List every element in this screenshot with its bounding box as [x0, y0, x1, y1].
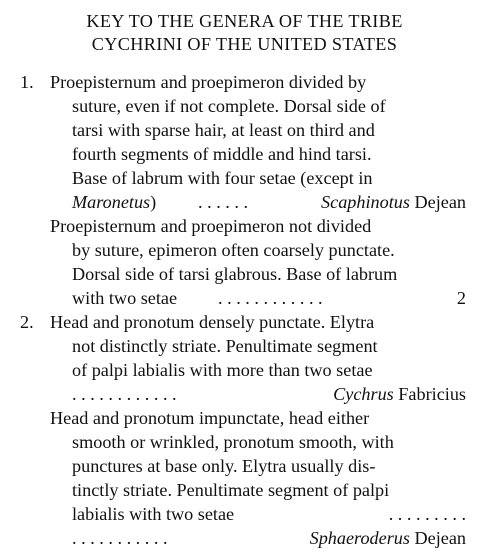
dot-leader: . . . . . . . . . . . .: [218, 288, 323, 308]
couplet-1-number: 1.: [20, 72, 34, 92]
couplet-1a-line: fourth segments of middle and hind tarsi.: [72, 144, 372, 164]
couplet-1b-line: Dorsal side of tarsi glabrous. Base of labrum: [72, 264, 398, 284]
couplet-2-number: 2.: [20, 312, 34, 332]
author-dejean: Dejean: [414, 192, 466, 212]
dot-leader: . . . . . . . . .: [388, 504, 466, 524]
couplet-1b-line: by suture, epimeron often coarsely punctate.: [72, 240, 395, 260]
couplet-2a-line: not distinctly striate. Penultimate segment: [72, 336, 378, 356]
couplet-2b-line: punctures at base only. Elytra usually dis-: [72, 456, 376, 476]
result-scaphinotus: [321, 190, 466, 214]
close-paren: ): [150, 192, 157, 212]
couplet-2a-line: Head and pronotum densely punctate. Elytra: [50, 312, 375, 332]
couplet-1a-line: suture, even if not complete. Dorsal side of: [72, 96, 386, 116]
genus-scaphinotus: Scaphinotus: [321, 192, 410, 212]
result-sphaeroderus: [310, 526, 466, 550]
author-fabricius: Fabricius: [398, 384, 466, 404]
couplet-2b-line: Head and pronotum impunctate, head either: [50, 408, 370, 428]
couplet-2a-line: of palpi labialis with more than two setae: [72, 360, 373, 380]
couplet-2b-last-line: labialis with two setae: [72, 504, 235, 524]
dot-leader: . . . . . .: [198, 192, 249, 212]
genus-maronetus: Maronetus: [72, 192, 151, 212]
result-cychrus: [333, 382, 466, 406]
couplet-1a-line: tarsi with sparse hair, at least on third and: [72, 120, 375, 140]
dot-leader: . . . . . . . . . . . .: [72, 384, 177, 404]
author-dejean: Dejean: [414, 528, 466, 548]
couplet-2b-line: smooth or wrinkled, pronotum smooth, with: [72, 432, 394, 452]
couplet-2b-line: tinctly striate. Penultimate segment of palpi: [72, 480, 390, 500]
couplet-1a-line: Base of labrum with four setae (except in: [72, 168, 373, 188]
couplet-1a-line: Proepisternum and proepimeron divided by: [50, 72, 367, 92]
key-title: [0, 10, 489, 56]
title-line-1: KEY TO THE GENERA OF THE TRIBE: [86, 11, 403, 31]
genus-sphaeroderus: Sphaeroderus: [309, 528, 410, 548]
dot-leader: . . . . . . . . . . .: [72, 528, 168, 548]
couplet-1b-line: Proepisternum and proepimeron not divided: [50, 216, 372, 236]
couplet-1b-last-line: with two setae: [72, 288, 178, 308]
genus-cychrus: Cychrus: [333, 384, 394, 404]
result-couplet-2: 2: [456, 288, 466, 308]
couplet-1a-last-line: [72, 190, 156, 214]
title-line-2: CYCHRINI OF THE UNITED STATES: [91, 34, 398, 54]
